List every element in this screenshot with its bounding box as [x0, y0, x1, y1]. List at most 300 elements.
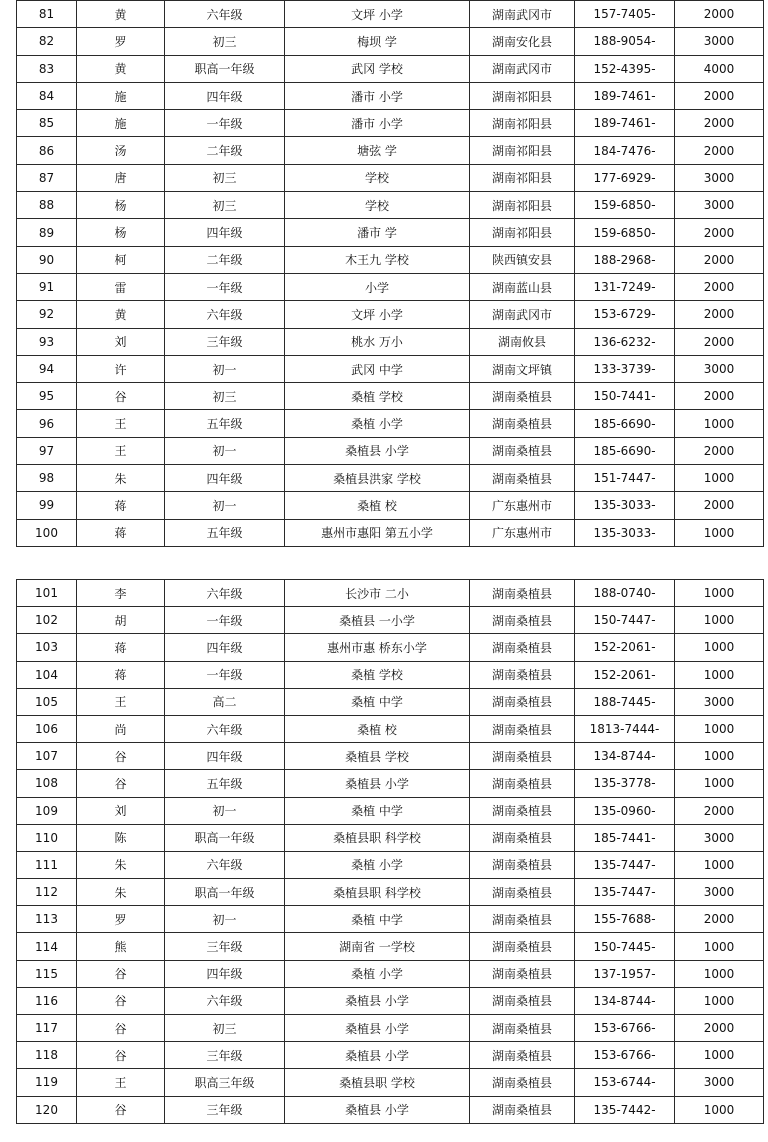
region-cell: 湖南桑植县 [470, 824, 575, 851]
school-cell: 小学 [285, 273, 470, 300]
region-cell: 湖南桑植县 [470, 987, 575, 1014]
grade-cell: 三年级 [165, 1096, 285, 1123]
grade-cell: 初三 [165, 383, 285, 410]
table-row [17, 851, 764, 878]
row-number-cell: 109 [17, 797, 77, 824]
region-cell: 湖南祁阳县 [470, 164, 575, 191]
row-number-cell: 94 [17, 355, 77, 382]
amount-cell: 1000 [675, 851, 764, 878]
school-cell: 武冈 中学 [285, 355, 470, 382]
amount-cell: 1000 [675, 960, 764, 987]
region-cell: 陕西镇安县 [470, 246, 575, 273]
table-row [17, 273, 764, 300]
phone-cell: 151-7447- [575, 465, 675, 492]
phone-cell: 135-7447- [575, 879, 675, 906]
table-row [17, 933, 764, 960]
grade-cell: 职高一年级 [165, 55, 285, 82]
table-row [17, 607, 764, 634]
amount-cell: 1000 [675, 715, 764, 742]
table-row [17, 28, 764, 55]
name-cell: 谷 [77, 383, 165, 410]
amount-cell: 2000 [675, 246, 764, 273]
name-cell: 罗 [77, 906, 165, 933]
grade-cell: 四年级 [165, 219, 285, 246]
region-cell: 湖南祁阳县 [470, 219, 575, 246]
school-cell: 潘市 学 [285, 219, 470, 246]
phone-cell: 189-7461- [575, 82, 675, 109]
phone-cell: 155-7688- [575, 906, 675, 933]
grade-cell: 初三 [165, 192, 285, 219]
amount-cell: 1000 [675, 1096, 764, 1123]
name-cell: 朱 [77, 879, 165, 906]
region-cell: 湖南安化县 [470, 28, 575, 55]
region-cell: 湖南桑植县 [470, 1015, 575, 1042]
school-cell: 桑植 小学 [285, 851, 470, 878]
school-cell: 桑植 小学 [285, 410, 470, 437]
phone-cell: 159-6850- [575, 219, 675, 246]
region-cell: 湖南桑植县 [470, 634, 575, 661]
table-row [17, 219, 764, 246]
row-number-cell: 117 [17, 1015, 77, 1042]
phone-cell: 152-4395- [575, 55, 675, 82]
school-cell: 桑植县 小学 [285, 987, 470, 1014]
name-cell: 王 [77, 437, 165, 464]
name-cell: 柯 [77, 246, 165, 273]
amount-cell: 2000 [675, 110, 764, 137]
school-cell: 湖南省 一学校 [285, 933, 470, 960]
grade-cell: 六年级 [165, 851, 285, 878]
school-cell: 武冈 学校 [285, 55, 470, 82]
school-cell: 桑植县 小学 [285, 437, 470, 464]
grade-cell: 四年级 [165, 634, 285, 661]
phone-cell: 159-6850- [575, 192, 675, 219]
phone-cell: 135-0960- [575, 797, 675, 824]
table-row [17, 192, 764, 219]
region-cell: 湖南武冈市 [470, 301, 575, 328]
phone-cell: 185-6690- [575, 437, 675, 464]
region-cell: 湖南祁阳县 [470, 110, 575, 137]
row-number-cell: 89 [17, 219, 77, 246]
region-cell: 湖南祁阳县 [470, 192, 575, 219]
amount-cell: 3000 [675, 164, 764, 191]
region-cell: 湖南桑植县 [470, 580, 575, 607]
school-cell: 潘市 小学 [285, 110, 470, 137]
grade-cell: 三年级 [165, 1042, 285, 1069]
amount-cell: 2000 [675, 1015, 764, 1042]
school-cell: 文坪 小学 [285, 1, 470, 28]
grade-cell: 三年级 [165, 328, 285, 355]
amount-cell: 1000 [675, 987, 764, 1014]
grade-cell: 四年级 [165, 465, 285, 492]
region-cell: 湖南攸县 [470, 328, 575, 355]
table-row [17, 110, 764, 137]
school-cell: 文坪 小学 [285, 301, 470, 328]
row-number-cell: 112 [17, 879, 77, 906]
row-number-cell: 110 [17, 824, 77, 851]
grade-cell: 职高三年级 [165, 1069, 285, 1096]
row-number-cell: 87 [17, 164, 77, 191]
grade-cell: 四年级 [165, 82, 285, 109]
name-cell: 谷 [77, 770, 165, 797]
name-cell: 李 [77, 580, 165, 607]
name-cell: 蒋 [77, 519, 165, 546]
row-number-cell: 88 [17, 192, 77, 219]
school-cell: 桑植县洪家 学校 [285, 465, 470, 492]
row-number-cell: 82 [17, 28, 77, 55]
table-row [17, 1096, 764, 1123]
table-divider [0, 566, 768, 576]
region-cell: 湖南桑植县 [470, 410, 575, 437]
school-cell: 桑植县 小学 [285, 1042, 470, 1069]
school-cell: 学校 [285, 192, 470, 219]
amount-cell: 2000 [675, 492, 764, 519]
name-cell: 雷 [77, 273, 165, 300]
name-cell: 王 [77, 410, 165, 437]
name-cell: 黄 [77, 55, 165, 82]
grade-cell: 五年级 [165, 770, 285, 797]
name-cell: 王 [77, 688, 165, 715]
table-row [17, 55, 764, 82]
region-cell: 湖南桑植县 [470, 437, 575, 464]
grade-cell: 初三 [165, 164, 285, 191]
phone-cell: 150-7441- [575, 383, 675, 410]
row-number-cell: 114 [17, 933, 77, 960]
amount-cell: 2000 [675, 137, 764, 164]
grade-cell: 一年级 [165, 661, 285, 688]
grade-cell: 五年级 [165, 519, 285, 546]
phone-cell: 136-6232- [575, 328, 675, 355]
amount-cell: 2000 [675, 383, 764, 410]
name-cell: 谷 [77, 1096, 165, 1123]
region-cell: 湖南桑植县 [470, 906, 575, 933]
amount-cell: 2000 [675, 906, 764, 933]
table-row [17, 1069, 764, 1096]
row-number-cell: 83 [17, 55, 77, 82]
phone-cell: 150-7447- [575, 607, 675, 634]
name-cell: 施 [77, 82, 165, 109]
region-cell: 湖南桑植县 [470, 960, 575, 987]
grade-cell: 高二 [165, 688, 285, 715]
school-cell: 学校 [285, 164, 470, 191]
amount-cell: 1000 [675, 519, 764, 546]
grade-cell: 三年级 [165, 933, 285, 960]
amount-cell: 2000 [675, 301, 764, 328]
row-number-cell: 84 [17, 82, 77, 109]
region-cell: 湖南桑植县 [470, 879, 575, 906]
region-cell: 湖南祁阳县 [470, 82, 575, 109]
grade-cell: 四年级 [165, 743, 285, 770]
amount-cell: 2000 [675, 328, 764, 355]
school-cell: 桑植 学校 [285, 383, 470, 410]
table-row [17, 355, 764, 382]
grade-cell: 四年级 [165, 960, 285, 987]
name-cell: 罗 [77, 28, 165, 55]
school-cell: 惠州市惠 桥东小学 [285, 634, 470, 661]
table-row [17, 82, 764, 109]
amount-cell: 2000 [675, 273, 764, 300]
amount-cell: 1000 [675, 770, 764, 797]
amount-cell: 3000 [675, 824, 764, 851]
row-number-cell: 98 [17, 465, 77, 492]
row-number-cell: 118 [17, 1042, 77, 1069]
region-cell: 湖南桑植县 [470, 607, 575, 634]
phone-cell: 135-7442- [575, 1096, 675, 1123]
table-row [17, 661, 764, 688]
grade-cell: 六年级 [165, 580, 285, 607]
row-number-cell: 93 [17, 328, 77, 355]
row-number-cell: 103 [17, 634, 77, 661]
school-cell: 惠州市惠阳 第五小学 [285, 519, 470, 546]
region-cell: 湖南桑植县 [470, 715, 575, 742]
region-cell: 湖南桑植县 [470, 1069, 575, 1096]
row-number-cell: 90 [17, 246, 77, 273]
row-number-cell: 85 [17, 110, 77, 137]
amount-cell: 3000 [675, 688, 764, 715]
amount-cell: 2000 [675, 797, 764, 824]
phone-cell: 134-8744- [575, 743, 675, 770]
name-cell: 谷 [77, 960, 165, 987]
row-number-cell: 107 [17, 743, 77, 770]
row-number-cell: 108 [17, 770, 77, 797]
grade-cell: 一年级 [165, 110, 285, 137]
school-cell: 桑植 校 [285, 492, 470, 519]
table-row [17, 824, 764, 851]
table-row [17, 437, 764, 464]
grade-cell: 职高一年级 [165, 824, 285, 851]
region-cell: 湖南桑植县 [470, 770, 575, 797]
name-cell: 刘 [77, 328, 165, 355]
name-cell: 杨 [77, 219, 165, 246]
phone-cell: 153-6766- [575, 1042, 675, 1069]
phone-cell: 188-9054- [575, 28, 675, 55]
grade-cell: 二年级 [165, 246, 285, 273]
table-row [17, 410, 764, 437]
phone-cell: 188-2968- [575, 246, 675, 273]
school-cell: 长沙市 二小 [285, 580, 470, 607]
grade-cell: 初一 [165, 797, 285, 824]
school-cell: 梅坝 学 [285, 28, 470, 55]
grade-cell: 初一 [165, 355, 285, 382]
amount-cell: 1000 [675, 465, 764, 492]
amount-cell: 2000 [675, 437, 764, 464]
name-cell: 唐 [77, 164, 165, 191]
table-row [17, 1042, 764, 1069]
phone-cell: 133-3739- [575, 355, 675, 382]
school-cell: 桑植 中学 [285, 906, 470, 933]
grade-cell: 一年级 [165, 273, 285, 300]
phone-cell: 153-6729- [575, 301, 675, 328]
amount-cell: 2000 [675, 82, 764, 109]
region-cell: 广东惠州市 [470, 519, 575, 546]
name-cell: 尚 [77, 715, 165, 742]
school-cell: 桑植县职 科学校 [285, 879, 470, 906]
name-cell: 蒋 [77, 634, 165, 661]
region-cell: 湖南桑植县 [470, 743, 575, 770]
name-cell: 谷 [77, 1042, 165, 1069]
school-cell: 木王九 学校 [285, 246, 470, 273]
amount-cell: 1000 [675, 661, 764, 688]
table-row [17, 906, 764, 933]
row-number-cell: 101 [17, 580, 77, 607]
row-number-cell: 119 [17, 1069, 77, 1096]
name-cell: 刘 [77, 797, 165, 824]
amount-cell: 3000 [675, 355, 764, 382]
row-number-cell: 97 [17, 437, 77, 464]
amount-cell: 3000 [675, 28, 764, 55]
school-cell: 桑植 中学 [285, 797, 470, 824]
table-row [17, 301, 764, 328]
phone-cell: 150-7445- [575, 933, 675, 960]
name-cell: 谷 [77, 743, 165, 770]
grade-cell: 职高一年级 [165, 879, 285, 906]
school-cell: 桑植县 小学 [285, 1096, 470, 1123]
row-number-cell: 95 [17, 383, 77, 410]
table-row [17, 580, 764, 607]
table-row [17, 634, 764, 661]
table-row [17, 383, 764, 410]
region-cell: 湖南蓝山县 [470, 273, 575, 300]
amount-cell: 2000 [675, 1, 764, 28]
row-number-cell: 104 [17, 661, 77, 688]
row-number-cell: 100 [17, 519, 77, 546]
phone-cell: 177-6929- [575, 164, 675, 191]
student-table-bottom [16, 579, 764, 1124]
phone-cell: 135-3778- [575, 770, 675, 797]
school-cell: 潘市 小学 [285, 82, 470, 109]
school-cell: 桑植县 小学 [285, 770, 470, 797]
row-number-cell: 115 [17, 960, 77, 987]
amount-cell: 1000 [675, 743, 764, 770]
region-cell: 湖南桑植县 [470, 1096, 575, 1123]
phone-cell: 134-8744- [575, 987, 675, 1014]
table-row [17, 164, 764, 191]
student-table-bottom-body [17, 580, 764, 1124]
phone-cell: 185-6690- [575, 410, 675, 437]
row-number-cell: 92 [17, 301, 77, 328]
school-cell: 桑植县职 学校 [285, 1069, 470, 1096]
phone-cell: 152-2061- [575, 661, 675, 688]
phone-cell: 152-2061- [575, 634, 675, 661]
phone-cell: 188-0740- [575, 580, 675, 607]
name-cell: 朱 [77, 465, 165, 492]
row-number-cell: 105 [17, 688, 77, 715]
phone-cell: 157-7405- [575, 1, 675, 28]
region-cell: 湖南武冈市 [470, 1, 575, 28]
row-number-cell: 99 [17, 492, 77, 519]
school-cell: 桑植 小学 [285, 960, 470, 987]
row-number-cell: 113 [17, 906, 77, 933]
name-cell: 杨 [77, 192, 165, 219]
table-row [17, 1015, 764, 1042]
school-cell: 桑植县 学校 [285, 743, 470, 770]
school-cell: 桑植县 一小学 [285, 607, 470, 634]
name-cell: 谷 [77, 987, 165, 1014]
name-cell: 黄 [77, 301, 165, 328]
table-row [17, 137, 764, 164]
amount-cell: 3000 [675, 192, 764, 219]
amount-cell: 3000 [675, 879, 764, 906]
amount-cell: 1000 [675, 1042, 764, 1069]
grade-cell: 初一 [165, 492, 285, 519]
amount-cell: 4000 [675, 55, 764, 82]
row-number-cell: 111 [17, 851, 77, 878]
grade-cell: 初三 [165, 1015, 285, 1042]
row-number-cell: 116 [17, 987, 77, 1014]
table-row [17, 743, 764, 770]
row-number-cell: 86 [17, 137, 77, 164]
name-cell: 汤 [77, 137, 165, 164]
school-cell: 桑植县 小学 [285, 1015, 470, 1042]
phone-cell: 153-6744- [575, 1069, 675, 1096]
region-cell: 湖南桑植县 [470, 851, 575, 878]
row-number-cell: 96 [17, 410, 77, 437]
student-table-top [16, 0, 764, 547]
school-cell: 桑植 校 [285, 715, 470, 742]
grade-cell: 六年级 [165, 987, 285, 1014]
student-table-top-body [17, 1, 764, 547]
grade-cell: 二年级 [165, 137, 285, 164]
grade-cell: 一年级 [165, 607, 285, 634]
school-cell: 桃水 万小 [285, 328, 470, 355]
phone-cell: 188-7445- [575, 688, 675, 715]
region-cell: 广东惠州市 [470, 492, 575, 519]
region-cell: 湖南桑植县 [470, 383, 575, 410]
row-number-cell: 102 [17, 607, 77, 634]
amount-cell: 1000 [675, 933, 764, 960]
amount-cell: 1000 [675, 634, 764, 661]
amount-cell: 1000 [675, 580, 764, 607]
name-cell: 蒋 [77, 492, 165, 519]
region-cell: 湖南桑植县 [470, 1042, 575, 1069]
phone-cell: 189-7461- [575, 110, 675, 137]
grade-cell: 六年级 [165, 301, 285, 328]
name-cell: 胡 [77, 607, 165, 634]
amount-cell: 3000 [675, 1069, 764, 1096]
region-cell: 湖南武冈市 [470, 55, 575, 82]
grade-cell: 初一 [165, 437, 285, 464]
region-cell: 湖南文坪镇 [470, 355, 575, 382]
name-cell: 陈 [77, 824, 165, 851]
table-row [17, 715, 764, 742]
region-cell: 湖南桑植县 [470, 797, 575, 824]
table-row [17, 519, 764, 546]
amount-cell: 1000 [675, 607, 764, 634]
school-cell: 桑植 中学 [285, 688, 470, 715]
phone-cell: 135-3033- [575, 492, 675, 519]
phone-cell: 135-7447- [575, 851, 675, 878]
table-row [17, 465, 764, 492]
name-cell: 蒋 [77, 661, 165, 688]
region-cell: 湖南桑植县 [470, 933, 575, 960]
phone-cell: 185-7441- [575, 824, 675, 851]
table-row [17, 328, 764, 355]
phone-cell: 1813-7444- [575, 715, 675, 742]
name-cell: 黄 [77, 1, 165, 28]
phone-cell: 184-7476- [575, 137, 675, 164]
school-cell: 桑植县职 科学校 [285, 824, 470, 851]
name-cell: 谷 [77, 1015, 165, 1042]
row-number-cell: 81 [17, 1, 77, 28]
name-cell: 许 [77, 355, 165, 382]
school-cell: 桑植 学校 [285, 661, 470, 688]
table-row [17, 246, 764, 273]
grade-cell: 六年级 [165, 715, 285, 742]
table-row [17, 960, 764, 987]
grade-cell: 初三 [165, 28, 285, 55]
table-row [17, 797, 764, 824]
name-cell: 朱 [77, 851, 165, 878]
region-cell: 湖南桑植县 [470, 465, 575, 492]
